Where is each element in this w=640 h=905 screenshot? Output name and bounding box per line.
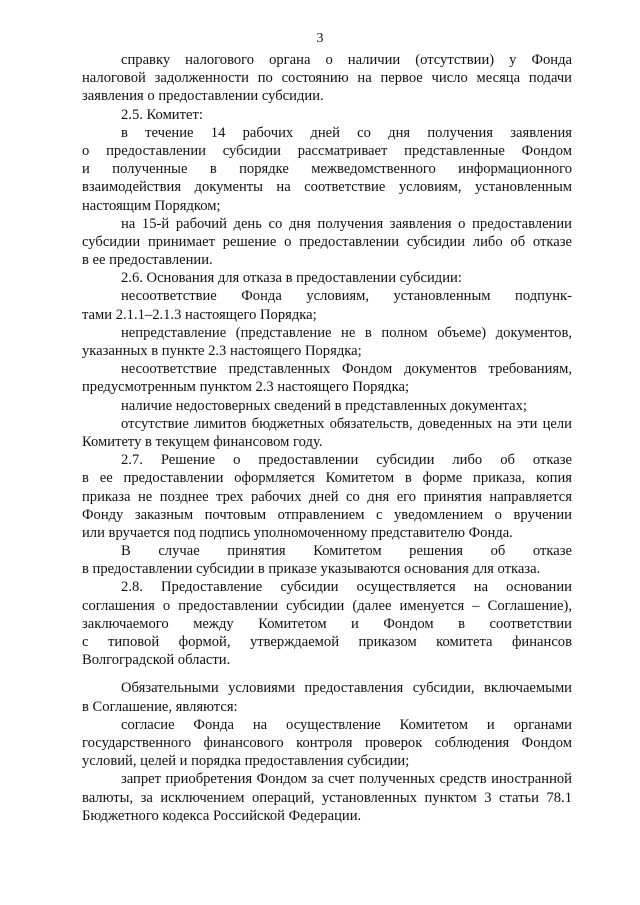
text-line: в ее предоставлении.	[82, 252, 213, 269]
text-line: в течение 14 рабочих дней со дня получения заявления	[121, 124, 572, 141]
text-line: на 15-й рабочий день со дня получения заявления о предоставлении	[121, 215, 572, 232]
text-line: запрет приобретения Фондом за счет полученных средств иностранной	[121, 771, 572, 788]
text-line: справку налогового органа о наличии (отсутствии) у Фонда	[121, 52, 572, 68]
text-line: заявления о предоставлении субсидии.	[82, 88, 324, 105]
text-line: валюты, за исключением операций, установленных пунктом 3 статьи 78.1	[82, 789, 572, 806]
text-line: 2.6. Основания для отказа в предоставлении субсидии:	[121, 270, 462, 287]
text-line: Бюджетного кодекса Российской Федерации.	[82, 807, 362, 824]
text-line: Волгоградской области.	[82, 652, 231, 669]
text-line: наличие недостоверных сведений в представленных документах;	[121, 397, 527, 414]
document-body	[82, 51, 572, 825]
text-line: указанных в пункте 2.3 настоящего Порядка;	[82, 343, 362, 359]
text-line: настоящим Порядком;	[82, 197, 221, 214]
text-line: Обязательными условиями предоставления субсидии, включаемыми	[121, 680, 572, 697]
text-line: несоответствие представленных Фондом документов требованиям,	[121, 361, 572, 378]
text-line: Фонду заказным почтовым отправлением с уведомлением о вручении	[82, 506, 572, 523]
paragraph-gap	[82, 669, 572, 679]
text-line: приказа не позднее трех рабочих дней со дня его принятия направляется	[82, 488, 572, 505]
text-line: условий, целей и порядка предоставления субсидии;	[82, 753, 410, 770]
text-line: взаимодействия документы на соответствие условиям, установленным	[82, 179, 572, 196]
text-line: с типовой формой, утверждаемой приказом комитета финансов	[82, 634, 572, 650]
text-line: в предоставлении субсидии в приказе указываются основания для отказа.	[82, 561, 541, 578]
text-line: 2.5. Комитет:	[121, 106, 203, 123]
text-line: соглашения о предоставлении субсидии (далее именуется – Соглашение),	[82, 597, 572, 614]
text-line: налоговой задолженности по состоянию на первое число месяца подачи	[82, 70, 572, 87]
text-line: несоответствие Фонда условиям, установленным подпунк-	[121, 288, 572, 305]
text-line: В случае принятия Комитетом решения об отказе	[121, 543, 572, 560]
text-line: субсидии принимает решение о предоставлении субсидии либо об отказе	[82, 233, 572, 250]
text-line: согласие Фонда на осуществление Комитетом и органами	[121, 716, 572, 733]
text-line: тами 2.1.1–2.1.3 настоящего Порядка;	[82, 306, 317, 323]
text-line: предусмотренным пунктом 2.3 настоящего Порядка;	[82, 379, 409, 396]
text-line: Комитету в текущем финансовом году.	[82, 433, 323, 450]
text-line: заключаемого между Комитетом и Фондом в соответствии	[82, 615, 572, 632]
text-line: о предоставлении субсидии рассматривает представленные Фондом	[82, 142, 572, 159]
text-line: отсутствие лимитов бюджетных обязательств, доведенных на эти цели	[121, 415, 572, 432]
text-line: или вручается под подпись уполномоченному представителю Фонда.	[82, 524, 513, 541]
text-line: 2.8. Предоставление субсидии осуществляется на основании	[121, 579, 572, 596]
text-line: и полученные в порядке межведомственного информационного	[82, 161, 572, 178]
text-line: в ее предоставлении оформляется Комитетом в форме приказа, копия	[82, 470, 572, 487]
text-line: 2.7. Решение о предоставлении субсидии либо об отказе	[121, 452, 572, 469]
text-line: в Соглашение, являются:	[82, 698, 238, 715]
text-line: государственного финансового контроля проверок соблюдения Фондом	[82, 734, 572, 751]
page-number: 3	[316, 31, 324, 46]
text-line: непредставление (представление не в полном объеме) документов,	[121, 324, 572, 341]
